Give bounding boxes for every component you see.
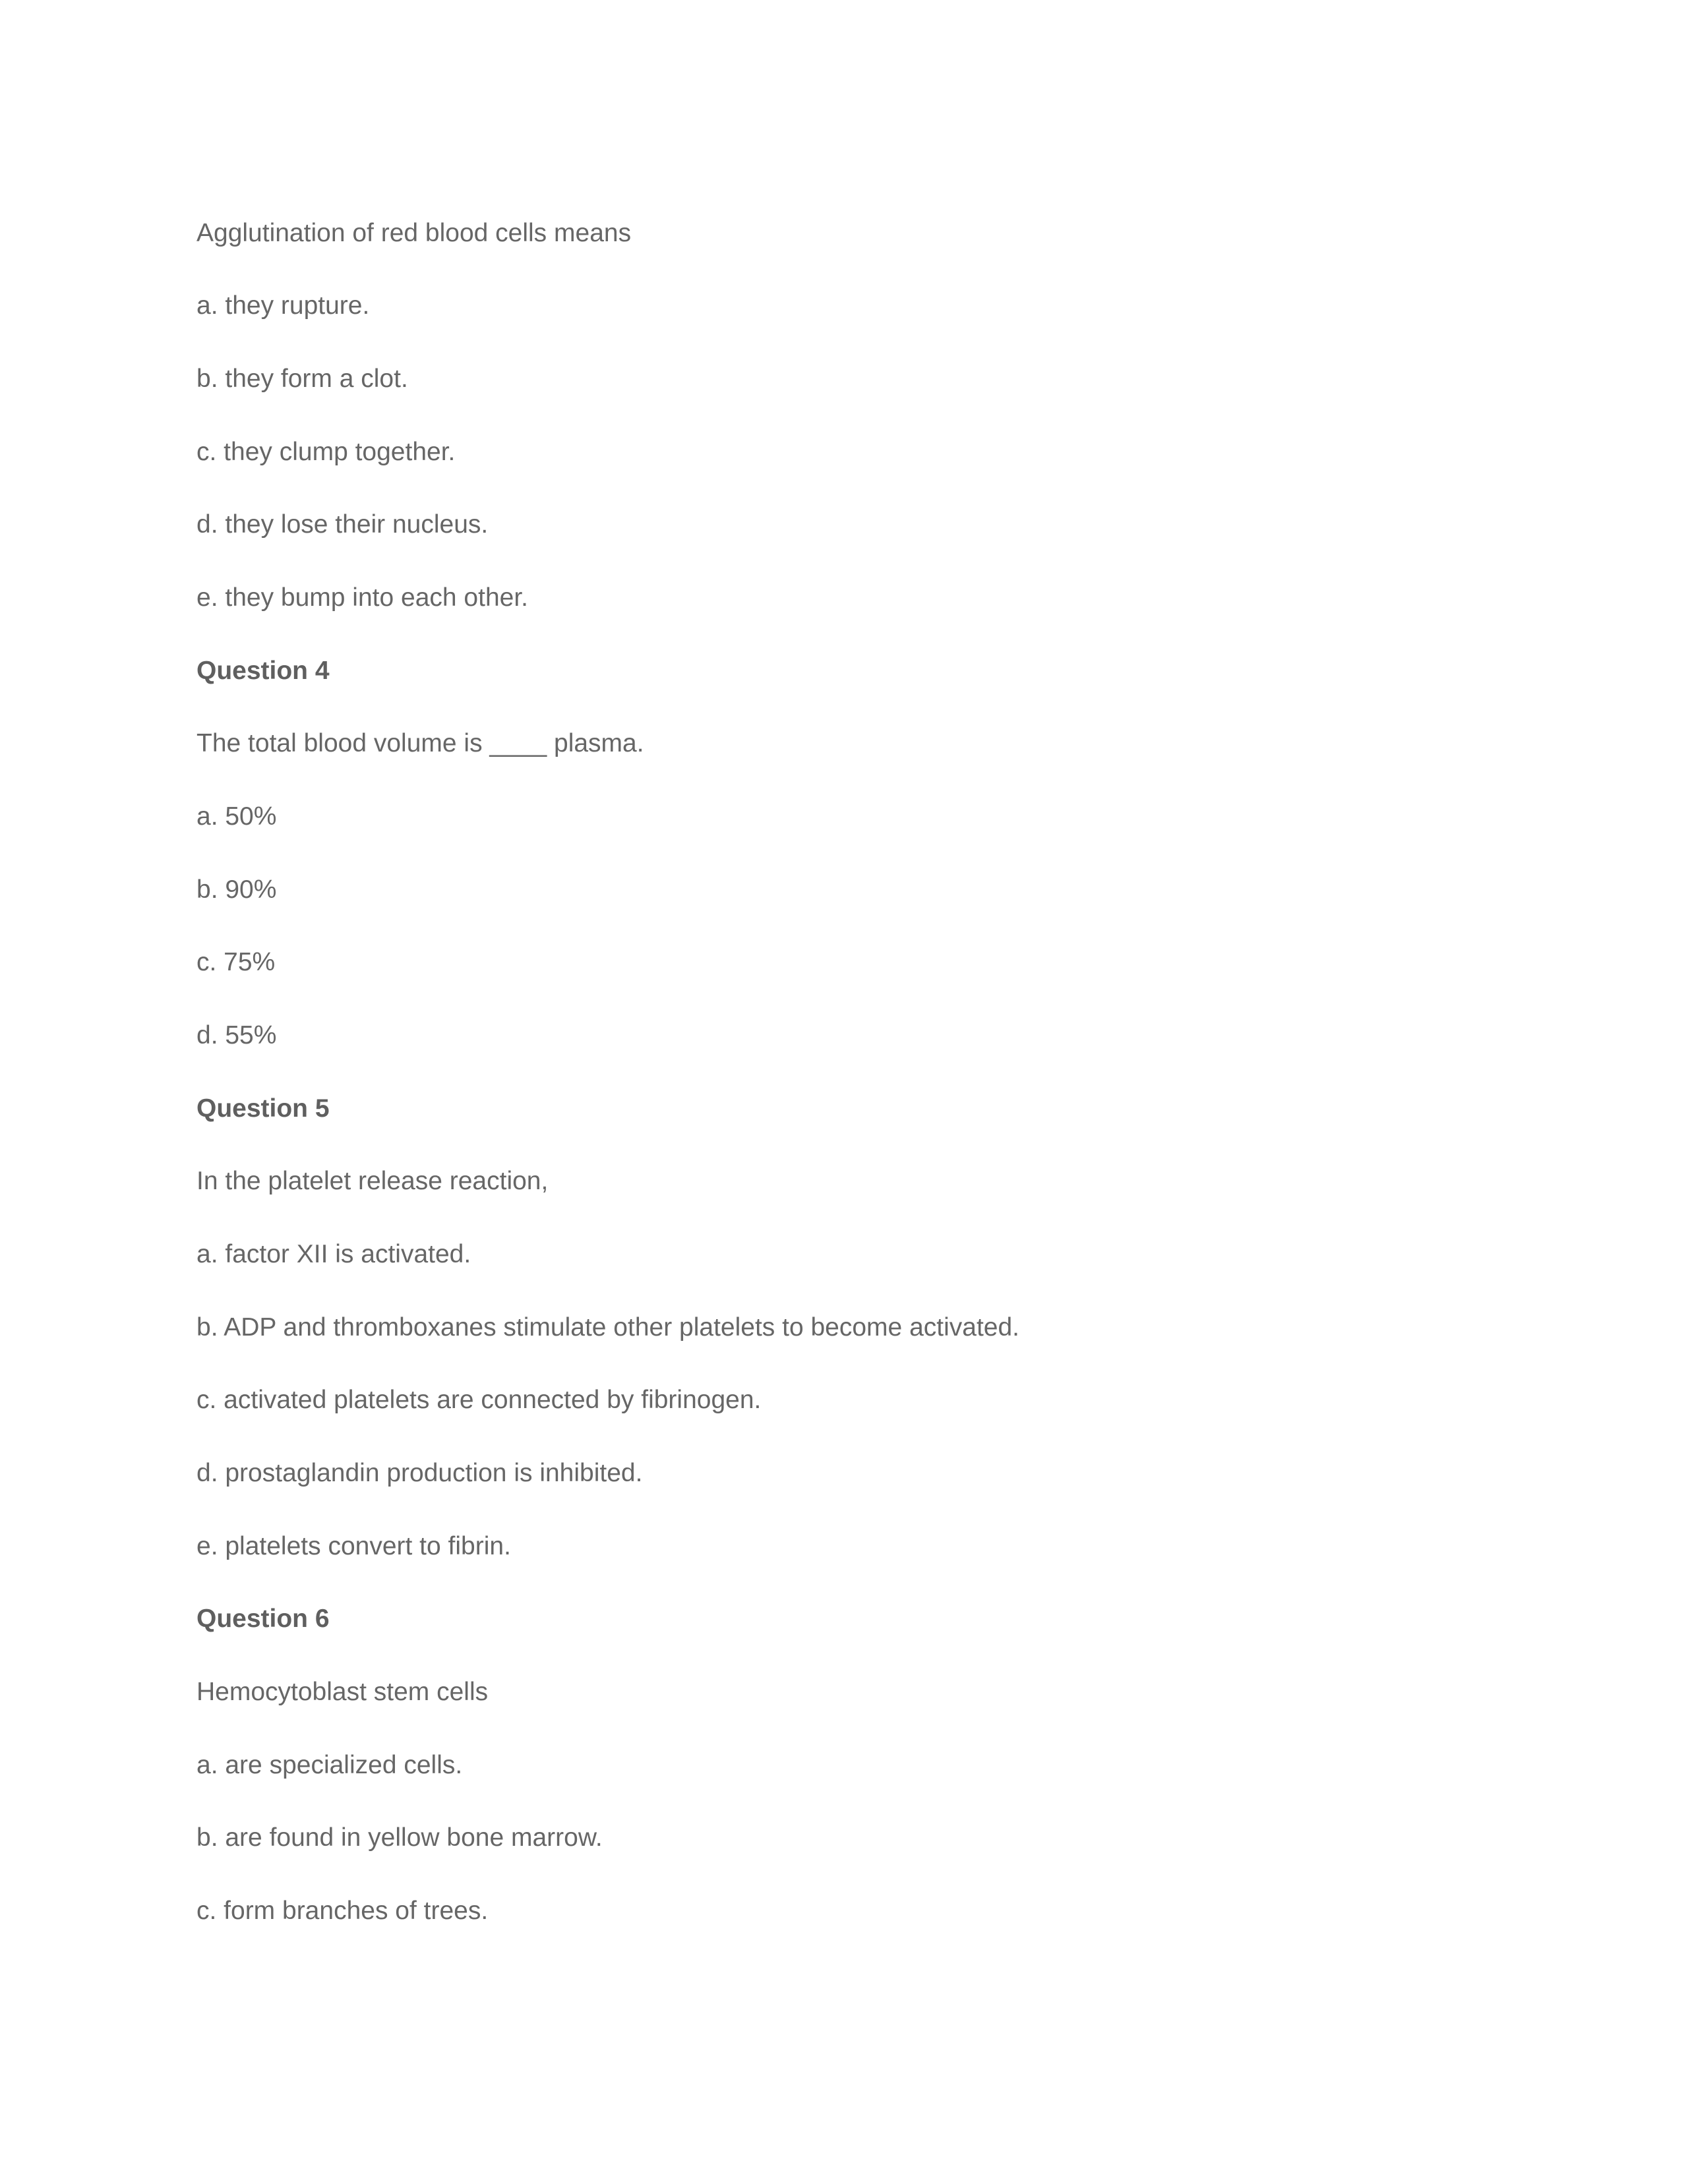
question-5-stem: In the platelet release reaction, (196, 1167, 549, 1195)
question-5-heading: Question 5 (196, 1094, 330, 1123)
question-3-option-e: e. they bump into each other. (196, 583, 529, 612)
question-3-stem: Agglutination of red blood cells means (196, 219, 632, 247)
question-6-heading: Question 6 (196, 1605, 330, 1633)
question-5-option-e: e. platelets convert to fibrin. (196, 1532, 511, 1560)
question-6-stem: Hemocytoblast stem cells (196, 1678, 489, 1706)
question-4-stem: The total blood volume is ____ plasma. (196, 729, 644, 757)
question-5-option-d: d. prostaglandin production is inhibited. (196, 1459, 643, 1487)
question-5-option-a: a. factor XII is activated. (196, 1240, 471, 1268)
question-4-option-c: c. 75% (196, 948, 276, 976)
question-6-option-b: b. are found in yellow bone marrow. (196, 1823, 603, 1852)
question-3-option-d: d. they lose their nucleus. (196, 510, 489, 539)
question-5-option-c: c. activated platelets are connected by fibrinogen. (196, 1386, 762, 1414)
question-6-option-a: a. are specialized cells. (196, 1751, 463, 1779)
question-3-option-b: b. they form a clot. (196, 365, 408, 393)
question-6-option-c: c. form branches of trees. (196, 1897, 489, 1925)
question-3-option-a: a. they rupture. (196, 291, 370, 320)
question-4-option-a: a. 50% (196, 802, 277, 831)
question-4-option-b: b. 90% (196, 875, 277, 904)
question-4-option-d: d. 55% (196, 1021, 277, 1049)
question-4-heading: Question 4 (196, 657, 330, 685)
question-3-option-c: c. they clump together. (196, 438, 456, 466)
question-5-option-b: b. ADP and thromboxanes stimulate other platelets to become activated. (196, 1313, 1019, 1342)
